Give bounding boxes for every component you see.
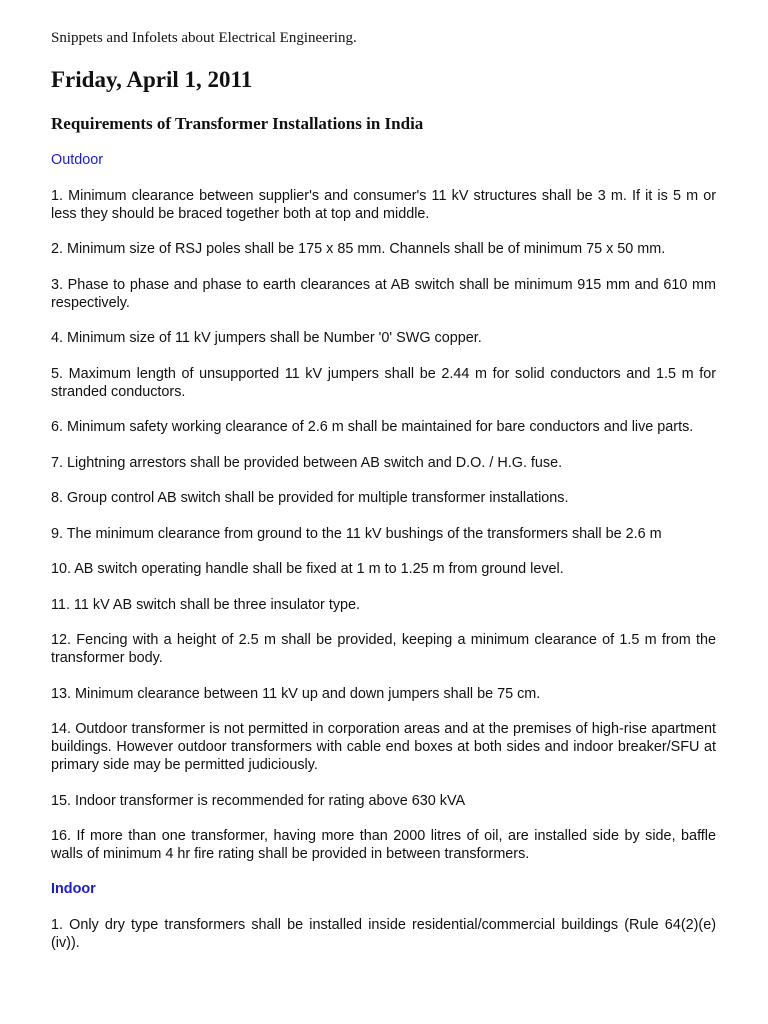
list-item: 15. Indoor transformer is recommended for rating above 630 kVA bbox=[51, 792, 466, 809]
list-item: 9. The minimum clearance from ground to the 11 kV bushings of the transformers shall be 2.6 m bbox=[51, 525, 662, 542]
indoor-requirements-list bbox=[51, 916, 716, 952]
blog-description: Snippets and Infolets about Electrical Engineering. bbox=[51, 30, 357, 46]
list-item: 16. If more than one transformer, having more than 2000 litres of oil, are installed side by side, baffle walls of minimum 4 hr fire rating shall be provided in between transformers. bbox=[51, 828, 716, 862]
list-item: 12. Fencing with a height of 2.5 m shall be provided, keeping a minimum clearance of 1.5 m from the transformer body. bbox=[51, 632, 716, 666]
section-heading-indoor: Indoor bbox=[51, 881, 96, 897]
list-item: 2. Minimum size of RSJ poles shall be 175 x 85 mm. Channels shall be of minimum 75 x 50 mm. bbox=[51, 241, 666, 257]
list-item: 3. Phase to phase and phase to earth clearances at AB switch shall be minimum 915 mm and 610 mm respectively. bbox=[51, 276, 716, 311]
list-item: 6. Minimum safety working clearance of 2.6 m shall be maintained for bare conductors and live parts. bbox=[51, 419, 694, 435]
list-item: 13. Minimum clearance between 11 kV up and down jumpers shall be 75 cm. bbox=[51, 685, 541, 702]
post-body bbox=[51, 151, 716, 952]
list-item: 1. Minimum clearance between supplier's and consumer's 11 kV structures shall be 3 m. If it is 5 m or less they should be braced together both at top and middle. bbox=[51, 187, 716, 222]
list-item: 8. Group control AB switch shall be provided for multiple transformer installations. bbox=[51, 490, 569, 506]
list-item: 11. 11 kV AB switch shall be three insulator type. bbox=[51, 596, 361, 613]
outdoor-requirements-list bbox=[51, 187, 716, 864]
list-item: 1. Only dry type transformers shall be installed inside residential/commercial buildings (Rule 64(2)(e)(iv)). bbox=[51, 916, 716, 951]
list-item: 10. AB switch operating handle shall be fixed at 1 m to 1.25 m from ground level. bbox=[51, 561, 564, 577]
section-heading-outdoor: Outdoor bbox=[51, 152, 103, 168]
list-item: 5. Maximum length of unsupported 11 kV jumpers shall be 2.44 m for solid conductors and 1.5 m for stranded conductors. bbox=[51, 365, 716, 400]
post-title: Requirements of Transformer Installations in India bbox=[51, 114, 424, 133]
list-item: 7. Lightning arrestors shall be provided between AB switch and D.O. / H.G. fuse. bbox=[51, 454, 563, 471]
post-date-header: Friday, April 1, 2011 bbox=[51, 67, 253, 92]
list-item: 4. Minimum size of 11 kV jumpers shall be Number '0' SWG copper. bbox=[51, 330, 482, 346]
list-item: 14. Outdoor transformer is not permitted in corporation areas and at the premises of high-rise apartment buildings. However outdoor transformers with cable end boxes at both sides and indoor breaker/SFU at primary side may be permitted judiciously. bbox=[51, 721, 716, 773]
